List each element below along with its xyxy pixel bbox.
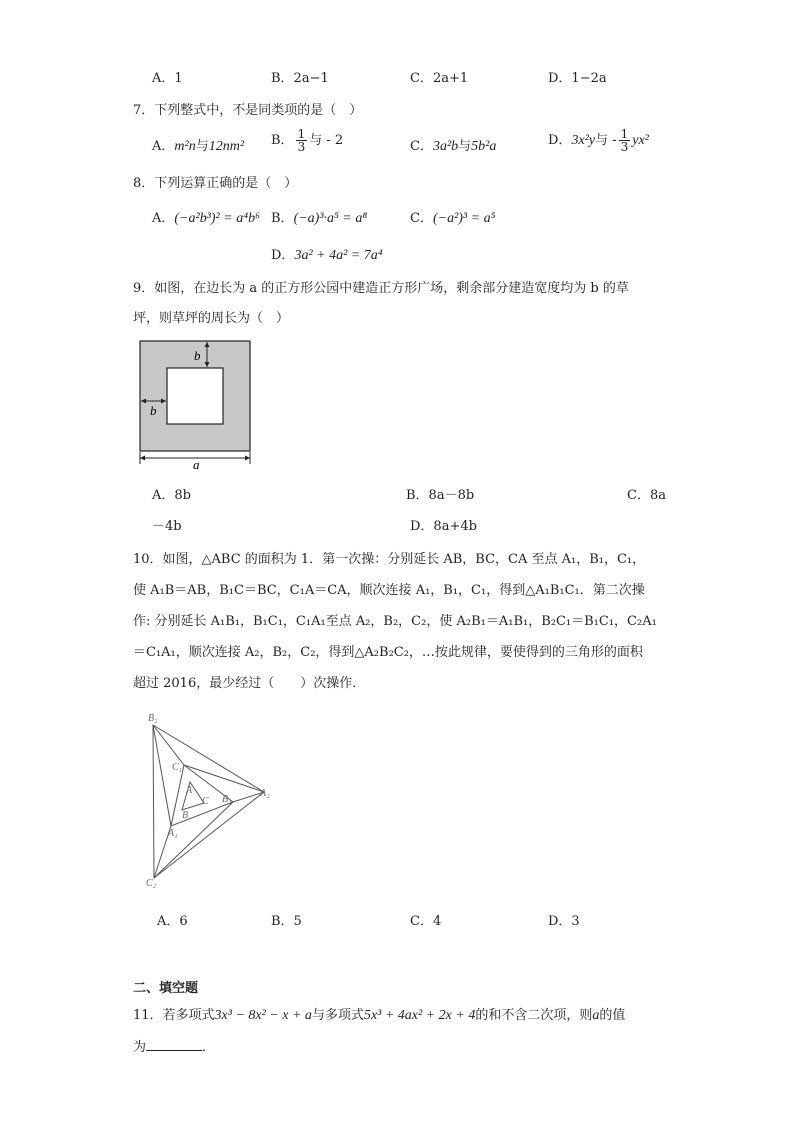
q11-post: 的和不含二次项，则 [475, 1008, 593, 1023]
label-b1: B₁ [222, 794, 232, 805]
q6-option-d: D．1−2a [548, 71, 607, 86]
math-expr: (−a²)³ = a⁵ [432, 211, 496, 226]
q11-line2-prefix: 为 [133, 1040, 147, 1055]
math-expr: 12nm² [208, 139, 245, 154]
option-label: B． [271, 211, 294, 226]
extension-line [184, 765, 264, 792]
q6-option-b: B．2a−1 [271, 71, 329, 86]
math-expr: yx² [632, 133, 649, 148]
q7-stem: 7．下列整式中，不是同类项的是（ ） [133, 103, 363, 118]
option-label: D． [271, 248, 295, 263]
label-a1: A₁ [168, 828, 178, 839]
q9-stem-line2: 坪，则草坪的周长为（ ） [133, 311, 290, 326]
q10-figure [140, 710, 275, 890]
inner-square [167, 368, 223, 424]
q10-line5: 超过 2016，最少经过（ ）次操作． [133, 676, 366, 691]
q11-end: 的值 [599, 1008, 626, 1023]
q10-line3: 作: 分别延长 A₁B₁，B₁C₁，C₁A₁至点 A₂，B₂，C₂，使 A₂B₁＝A₁B₁，B₂C₁＝B₁C₁，C₂A₁ [133, 614, 657, 629]
q8-stem: 8．下列运算正确的是（ ） [133, 176, 298, 191]
q10-option-d: D．3 [548, 914, 580, 929]
option-label: A． [152, 211, 175, 226]
q8-option-b [271, 207, 367, 227]
extension-line [154, 802, 233, 878]
q6-option-a: A．1 [152, 71, 183, 86]
link-text: 与 [458, 139, 472, 154]
q8-option-a [152, 207, 260, 227]
extension-line [153, 725, 184, 765]
label-a: A [186, 785, 193, 796]
label-c: C [202, 796, 209, 807]
math-expr: 3x²y [571, 133, 596, 148]
math-expr: (−a)³·a⁵ = a⁸ [293, 211, 368, 226]
math-expr: 5x³ + 4ax² + 2x + 4 [363, 1008, 476, 1023]
label-b2: B₂ [148, 713, 158, 724]
fraction-denominator: 3 [620, 140, 629, 154]
fraction [296, 128, 308, 153]
b-top-label: b [194, 348, 201, 363]
fraction-numerator: 1 [297, 127, 306, 141]
q10-line4: ＝C₁A₁，顺次连接 A₂，B₂，C₂，得到△A₂B₂C₂，…按此规律，要使得到的三角形的面积 [133, 645, 643, 660]
q10-line2: 使 A₁B＝AB，B₁C＝BC，C₁A＝CA，顺次连接 A₁，B₁，C₁，得到△A₁B₁C₁．第二次操 [133, 583, 645, 598]
q7-option-a [152, 135, 244, 155]
math-expr: 3a²b [432, 139, 459, 154]
q7-option-d [548, 128, 649, 153]
q11-line2 [133, 1036, 215, 1055]
option-label: C． [410, 211, 433, 226]
q11-prefix: 11．若多项式 [133, 1008, 215, 1023]
math-expr: 5b²a [471, 139, 497, 154]
q8-option-d [271, 244, 383, 264]
link-text: 与 - [595, 133, 617, 148]
b-left-label: b [150, 403, 157, 418]
q6-option-c: C．2a+1 [410, 71, 469, 86]
math-expr: 3a² + 4a² = 7a⁴ [294, 248, 383, 263]
q9-option-a: A．8b [152, 488, 191, 503]
option-label: B． [271, 133, 294, 148]
answer-blank[interactable] [146, 1038, 202, 1051]
q10-option-b: B．5 [271, 914, 302, 929]
q9-option-d: D．8a+4b [410, 519, 477, 534]
extension-line [153, 725, 171, 826]
section-title: 二、填空题 [133, 981, 199, 996]
q8-option-c [410, 207, 495, 227]
q7-option-c [410, 135, 496, 155]
q11-line2-end: ． [202, 1040, 216, 1055]
q10-option-c: C．4 [410, 914, 442, 929]
option-label: D． [548, 133, 572, 148]
fraction-denominator: 3 [297, 140, 306, 154]
q9-stem-line1: 9．如图，在边长为 a 的正方形公园中建造正方形广场，剩余部分建造宽度均为 b 的草 [133, 281, 629, 296]
math-expr: m²n [174, 139, 196, 154]
alpha-symbol: a [592, 1008, 600, 1023]
q9-option-c-cont: －4b [152, 519, 182, 534]
a-label: a [193, 457, 200, 470]
link-text: 与 [195, 139, 209, 154]
label-a2: A₂ [260, 788, 270, 799]
q10-option-a: A．6 [157, 914, 188, 929]
label-c1: C₁ [172, 762, 183, 773]
arrowhead [245, 456, 250, 461]
fraction [619, 128, 631, 153]
q10-line1: 10．如图，△ABC 的面积为 1．第一次操：分别延长 AB，BC，CA 至点 A₁，B₁，C₁， [133, 552, 646, 567]
label-b: B [182, 810, 189, 821]
option-label: C． [410, 139, 433, 154]
q11-line1 [133, 1004, 625, 1024]
label-c2: C₂ [146, 878, 157, 889]
option-rest: 与 - 2 [309, 133, 344, 148]
math-expr: 3x³ − 8x² − x + a [214, 1008, 312, 1023]
fraction-numerator: 1 [620, 127, 629, 141]
arrowhead [140, 456, 145, 461]
q9-option-c: C．8a [627, 488, 666, 503]
q11-mid: 与多项式 [311, 1008, 364, 1023]
q9-figure [136, 338, 266, 470]
option-label: A． [152, 139, 175, 154]
q7-option-b [271, 128, 343, 153]
q9-option-b: B．8a－8b [406, 488, 475, 503]
math-expr: (−a²b³)² = a⁴b⁶ [174, 211, 260, 226]
